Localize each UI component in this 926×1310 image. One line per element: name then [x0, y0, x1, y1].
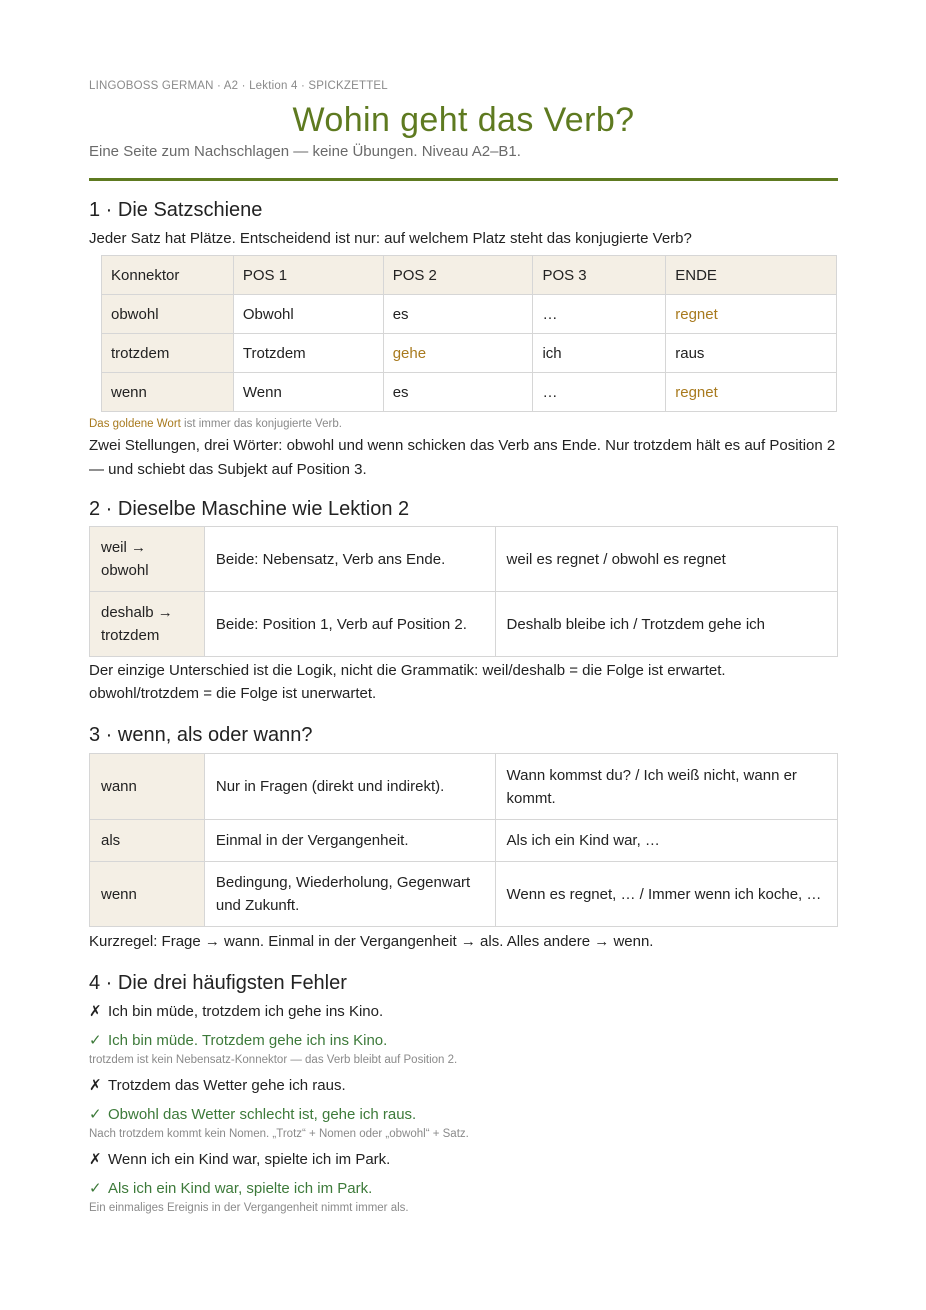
- table-row: [102, 373, 837, 412]
- correct-example: [89, 1030, 838, 1052]
- table-row: [90, 527, 838, 592]
- example-cell: weil es regnet / obwohl es regnet: [495, 527, 837, 592]
- wrong-example: [89, 1001, 838, 1023]
- connector-pair-cell: deshalb → trotzdem: [90, 592, 205, 657]
- table-row: [90, 592, 838, 657]
- section-1-explanation: Zwei Stellungen, drei Wörter: obwohl und wenn schicken das Verb ans Ende. Nur trotzdem hält es auf Position 2 — und schiebt das Subjekt auf Position 3.: [89, 437, 836, 478]
- table-header-cell: POS 3: [533, 256, 666, 295]
- table-header-cell: ENDE: [666, 256, 837, 295]
- correct-example: [89, 1104, 838, 1126]
- table-cell: raus: [666, 334, 837, 373]
- kicker: LINGOBOSS GERMAN · A2 · Lektion 4 · SPICKZETTEL: [89, 80, 388, 92]
- correct-sentence: Als ich ein Kind war, spielte ich im Park.: [108, 1180, 373, 1197]
- table-row: [90, 754, 838, 820]
- verb-cell: regnet: [666, 373, 837, 412]
- table-header-cell: POS 1: [233, 256, 383, 295]
- example-cell: Wann kommst du? / Ich weiß nicht, wann er kommt.: [495, 754, 837, 820]
- wrong-sentence: Ich bin müde, trotzdem ich gehe ins Kino.: [108, 1003, 384, 1020]
- table-header-cell: POS 2: [383, 256, 533, 295]
- table-cell: Einmal in der Vergangenheit.: [204, 820, 495, 862]
- cross-icon: ✗: [89, 1003, 102, 1020]
- wenn-als-wann-table: [89, 753, 838, 927]
- table-cell: es: [383, 373, 533, 412]
- table-cell: Trotzdem: [233, 334, 383, 373]
- table-cell: Nur in Fragen (direkt und indirekt).: [204, 754, 495, 820]
- section-2-explanation: Der einzige Unterschied ist die Logik, nicht die Grammatik: weil/deshalb = die Folge ist erwartet. obwohl/trotzdem = die Folge ist unerwartet.: [89, 662, 726, 702]
- note-text: ist immer das konjugierte Verb.: [180, 418, 342, 430]
- table-cell: es: [383, 295, 533, 334]
- wrong-example: [89, 1075, 838, 1097]
- table-cell: Wenn: [233, 373, 383, 412]
- title-divider: [89, 178, 838, 181]
- table-row: [102, 334, 837, 373]
- table-cell: …: [533, 373, 666, 412]
- wrong-sentence: Trotzdem das Wetter gehe ich raus.: [108, 1077, 346, 1094]
- error-note: Nach trotzdem kommt kein Nomen. „Trotz“ + Nomen oder „obwohl“ + Satz.: [89, 1128, 469, 1140]
- table-cell: Bedingung, Wiederholung, Gegenwart und Zukunft.: [204, 862, 495, 927]
- example-cell: Wenn es regnet, … / Immer wenn ich koche, …: [495, 862, 837, 927]
- section-4-heading: 4 · Die drei häufigsten Fehler: [89, 972, 347, 994]
- check-icon: ✓: [89, 1106, 102, 1123]
- table-row: [90, 862, 838, 927]
- table-row: [102, 295, 837, 334]
- section-1-heading: 1 · Die Satzschiene: [89, 199, 263, 221]
- wrong-example: [89, 1149, 838, 1171]
- page-subtitle: Eine Seite zum Nachschlagen — keine Übungen. Niveau A2–B1.: [89, 143, 521, 160]
- verb-cell: gehe: [383, 334, 533, 373]
- error-note: trotzdem ist kein Nebensatz-Konnektor — das Verb bleibt auf Position 2.: [89, 1054, 458, 1066]
- correct-example: [89, 1178, 838, 1200]
- connector-pair-cell: weil → obwohl: [90, 527, 205, 592]
- example-cell: Deshalb bleibe ich / Trotzdem gehe ich: [495, 592, 837, 657]
- section-3-rule: Kurzregel: Frage → wann. Einmal in der Vergangenheit → als. Alles andere → wenn.: [89, 933, 654, 950]
- wrong-sentence: Wenn ich ein Kind war, spielte ich im Park.: [108, 1151, 391, 1168]
- table-header-cell: Konnektor: [102, 256, 234, 295]
- section-1-intro: Jeder Satz hat Plätze. Entscheidend ist nur: auf welchem Platz steht das konjugierte Verb?: [89, 230, 692, 247]
- correct-sentence: Obwohl das Wetter schlecht ist, gehe ich raus.: [108, 1106, 417, 1123]
- note-highlight: Das goldene Wort: [89, 418, 181, 430]
- check-icon: ✓: [89, 1032, 102, 1049]
- comparison-table: [89, 526, 838, 657]
- correct-sentence: Ich bin müde. Trotzdem gehe ich ins Kino.: [108, 1032, 388, 1049]
- connector-cell: wann: [90, 754, 205, 820]
- satzschiene-table: [101, 255, 837, 412]
- connector-cell: trotzdem: [102, 334, 234, 373]
- connector-cell: obwohl: [102, 295, 234, 334]
- document-content: [89, 80, 838, 1216]
- example-cell: Als ich ein Kind war, …: [495, 820, 837, 862]
- cross-icon: ✗: [89, 1151, 102, 1168]
- verb-cell: regnet: [666, 295, 837, 334]
- table-cell: ich: [533, 334, 666, 373]
- section-2-heading: 2 · Dieselbe Maschine wie Lektion 2: [89, 498, 410, 520]
- section-3-heading: 3 · wenn, als oder wann?: [89, 724, 313, 746]
- table-cell: Beide: Nebensatz, Verb ans Ende.: [204, 527, 495, 592]
- check-icon: ✓: [89, 1180, 102, 1197]
- cross-icon: ✗: [89, 1077, 102, 1094]
- table-header-row: [102, 256, 837, 295]
- table-row: [90, 820, 838, 862]
- connector-cell: wenn: [102, 373, 234, 412]
- table-cell: …: [533, 295, 666, 334]
- table-cell: Beide: Position 1, Verb auf Position 2.: [204, 592, 495, 657]
- table-note: [89, 416, 838, 432]
- table-cell: Obwohl: [233, 295, 383, 334]
- connector-cell: wenn: [90, 862, 205, 927]
- error-note: Ein einmaliges Ereignis in der Vergangenheit nimmt immer als.: [89, 1202, 409, 1214]
- page-title: Wohin geht das Verb?: [292, 101, 635, 139]
- connector-cell: als: [90, 820, 205, 862]
